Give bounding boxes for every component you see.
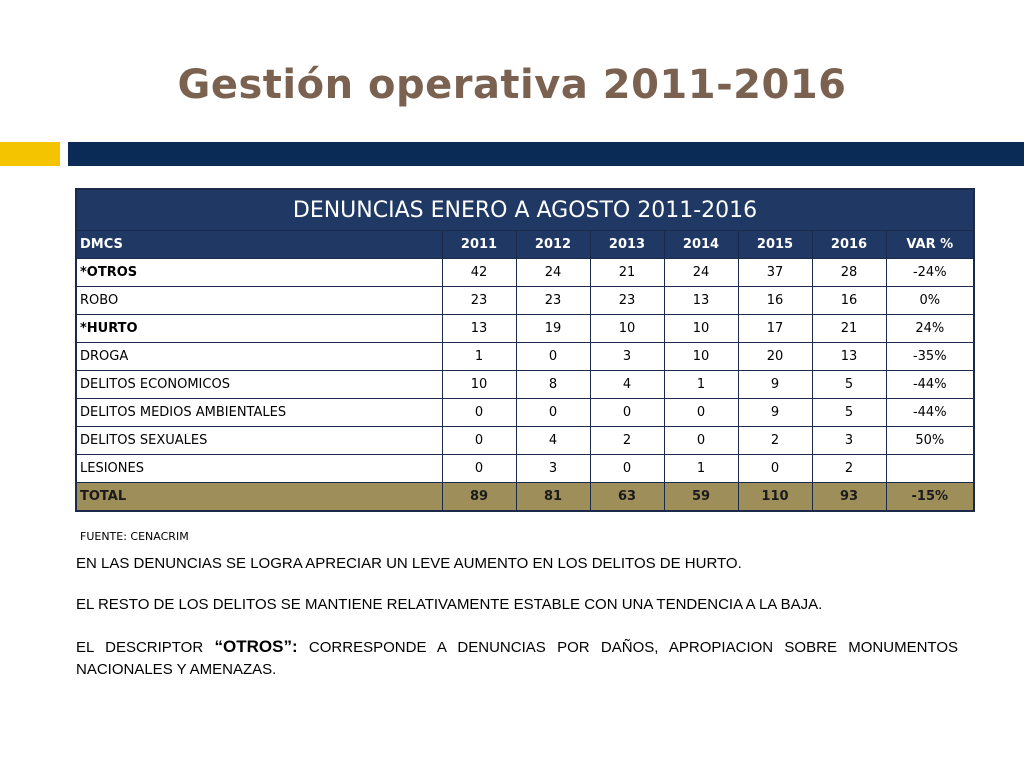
table-cell: 0 [442, 427, 516, 455]
column-header: 2015 [738, 231, 812, 259]
table-cell: 23 [590, 287, 664, 315]
total-cell: 63 [590, 483, 664, 512]
source-note: FUENTE: CENACRIM [80, 530, 189, 543]
table-cell: 16 [812, 287, 886, 315]
table-cell: 10 [664, 315, 738, 343]
table-cell: 19 [516, 315, 590, 343]
table-cell: 0 [590, 455, 664, 483]
paragraph-otros-prefix: EL DESCRIPTOR [76, 639, 215, 656]
table-cell: -44% [886, 371, 974, 399]
page-title: Gestión operativa 2011-2016 [177, 62, 847, 108]
table-row [76, 259, 974, 287]
total-cell: 81 [516, 483, 590, 512]
paragraph-otros [76, 636, 958, 681]
table-cell: 1 [442, 343, 516, 371]
table-cell: 23 [516, 287, 590, 315]
row-label: DELITOS MEDIOS AMBIENTALES [76, 399, 442, 427]
table-body [76, 259, 974, 512]
total-cell: -15% [886, 483, 974, 512]
table-cell [886, 455, 974, 483]
row-label: LESIONES [76, 455, 442, 483]
table-cell: 4 [590, 371, 664, 399]
table-cell: 17 [738, 315, 812, 343]
column-header: DMCS [76, 231, 442, 259]
total-cell: 110 [738, 483, 812, 512]
table-cell: 0 [442, 399, 516, 427]
table-cell: 28 [812, 259, 886, 287]
otros-highlight: “OTROS”: [214, 637, 298, 656]
table-cell: 5 [812, 371, 886, 399]
table-cell: 3 [590, 343, 664, 371]
row-label: ROBO [76, 287, 442, 315]
table-cell: 2 [590, 427, 664, 455]
table-cell: 3 [516, 455, 590, 483]
table-cell: -44% [886, 399, 974, 427]
table-cell: 0 [664, 399, 738, 427]
table-cell: 10 [590, 315, 664, 343]
table-cell: 23 [442, 287, 516, 315]
table-cell: 13 [664, 287, 738, 315]
table-row [76, 287, 974, 315]
table-cell: 9 [738, 371, 812, 399]
table-cell: 50% [886, 427, 974, 455]
table-cell: -35% [886, 343, 974, 371]
table-cell: 16 [738, 287, 812, 315]
table-cell: 2 [812, 455, 886, 483]
table-cell: 13 [442, 315, 516, 343]
total-row [76, 483, 974, 512]
paragraph-trend: EL RESTO DE LOS DELITOS SE MANTIENE RELATIVAMENTE ESTABLE CON UNA TENDENCIA A LA BAJA. [76, 596, 823, 613]
table-cell: 4 [516, 427, 590, 455]
table-cell: 0 [738, 455, 812, 483]
table-cell: 37 [738, 259, 812, 287]
table-cell: 0 [664, 427, 738, 455]
table-cell: 10 [664, 343, 738, 371]
row-label: *HURTO [76, 315, 442, 343]
table-cell: -24% [886, 259, 974, 287]
table-header-row [76, 231, 974, 259]
table-cell: 24 [516, 259, 590, 287]
paragraph-hurto: EN LAS DENUNCIAS SE LOGRA APRECIAR UN LEVE AUMENTO EN LOS DELITOS DE HURTO. [76, 555, 742, 572]
accent-bar-yellow [0, 142, 60, 166]
table-cell: 42 [442, 259, 516, 287]
table-cell: 3 [812, 427, 886, 455]
table-cell: 24 [664, 259, 738, 287]
table-cell: 24% [886, 315, 974, 343]
table-cell: 5 [812, 399, 886, 427]
table-cell: 0 [516, 343, 590, 371]
row-label: DROGA [76, 343, 442, 371]
total-cell: 93 [812, 483, 886, 512]
total-label: TOTAL [76, 483, 442, 512]
table-cell: 13 [812, 343, 886, 371]
row-label: *OTROS [76, 259, 442, 287]
column-header: VAR % [886, 231, 974, 259]
denuncias-table [75, 188, 975, 512]
table-cell: 1 [664, 455, 738, 483]
row-label: DELITOS ECONOMICOS [76, 371, 442, 399]
table-cell: 0 [442, 455, 516, 483]
column-header: 2012 [516, 231, 590, 259]
paragraph-otros-text: CORRESPONDE A DENUNCIAS POR DAÑOS, APROPIACION SOBRE MONUMENTOS NACIONALES Y AMENAZAS. [76, 639, 958, 678]
table-row [76, 343, 974, 371]
column-header: 2013 [590, 231, 664, 259]
total-cell: 89 [442, 483, 516, 512]
table-caption: DENUNCIAS ENERO A AGOSTO 2011-2016 [76, 189, 974, 231]
table-cell: 8 [516, 371, 590, 399]
table-row [76, 427, 974, 455]
column-header: 2016 [812, 231, 886, 259]
table-cell: 9 [738, 399, 812, 427]
column-header: 2011 [442, 231, 516, 259]
table-cell: 1 [664, 371, 738, 399]
table-cell: 2 [738, 427, 812, 455]
table-row [76, 399, 974, 427]
table-cell: 0 [516, 399, 590, 427]
table-row [76, 455, 974, 483]
table-cell: 0% [886, 287, 974, 315]
table-cell: 21 [812, 315, 886, 343]
column-header: 2014 [664, 231, 738, 259]
table-cell: 10 [442, 371, 516, 399]
total-cell: 59 [664, 483, 738, 512]
row-label: DELITOS SEXUALES [76, 427, 442, 455]
table-row [76, 371, 974, 399]
accent-bar-blue [68, 142, 1024, 166]
table-cell: 21 [590, 259, 664, 287]
table-row [76, 315, 974, 343]
table-cell: 20 [738, 343, 812, 371]
table-cell: 0 [590, 399, 664, 427]
